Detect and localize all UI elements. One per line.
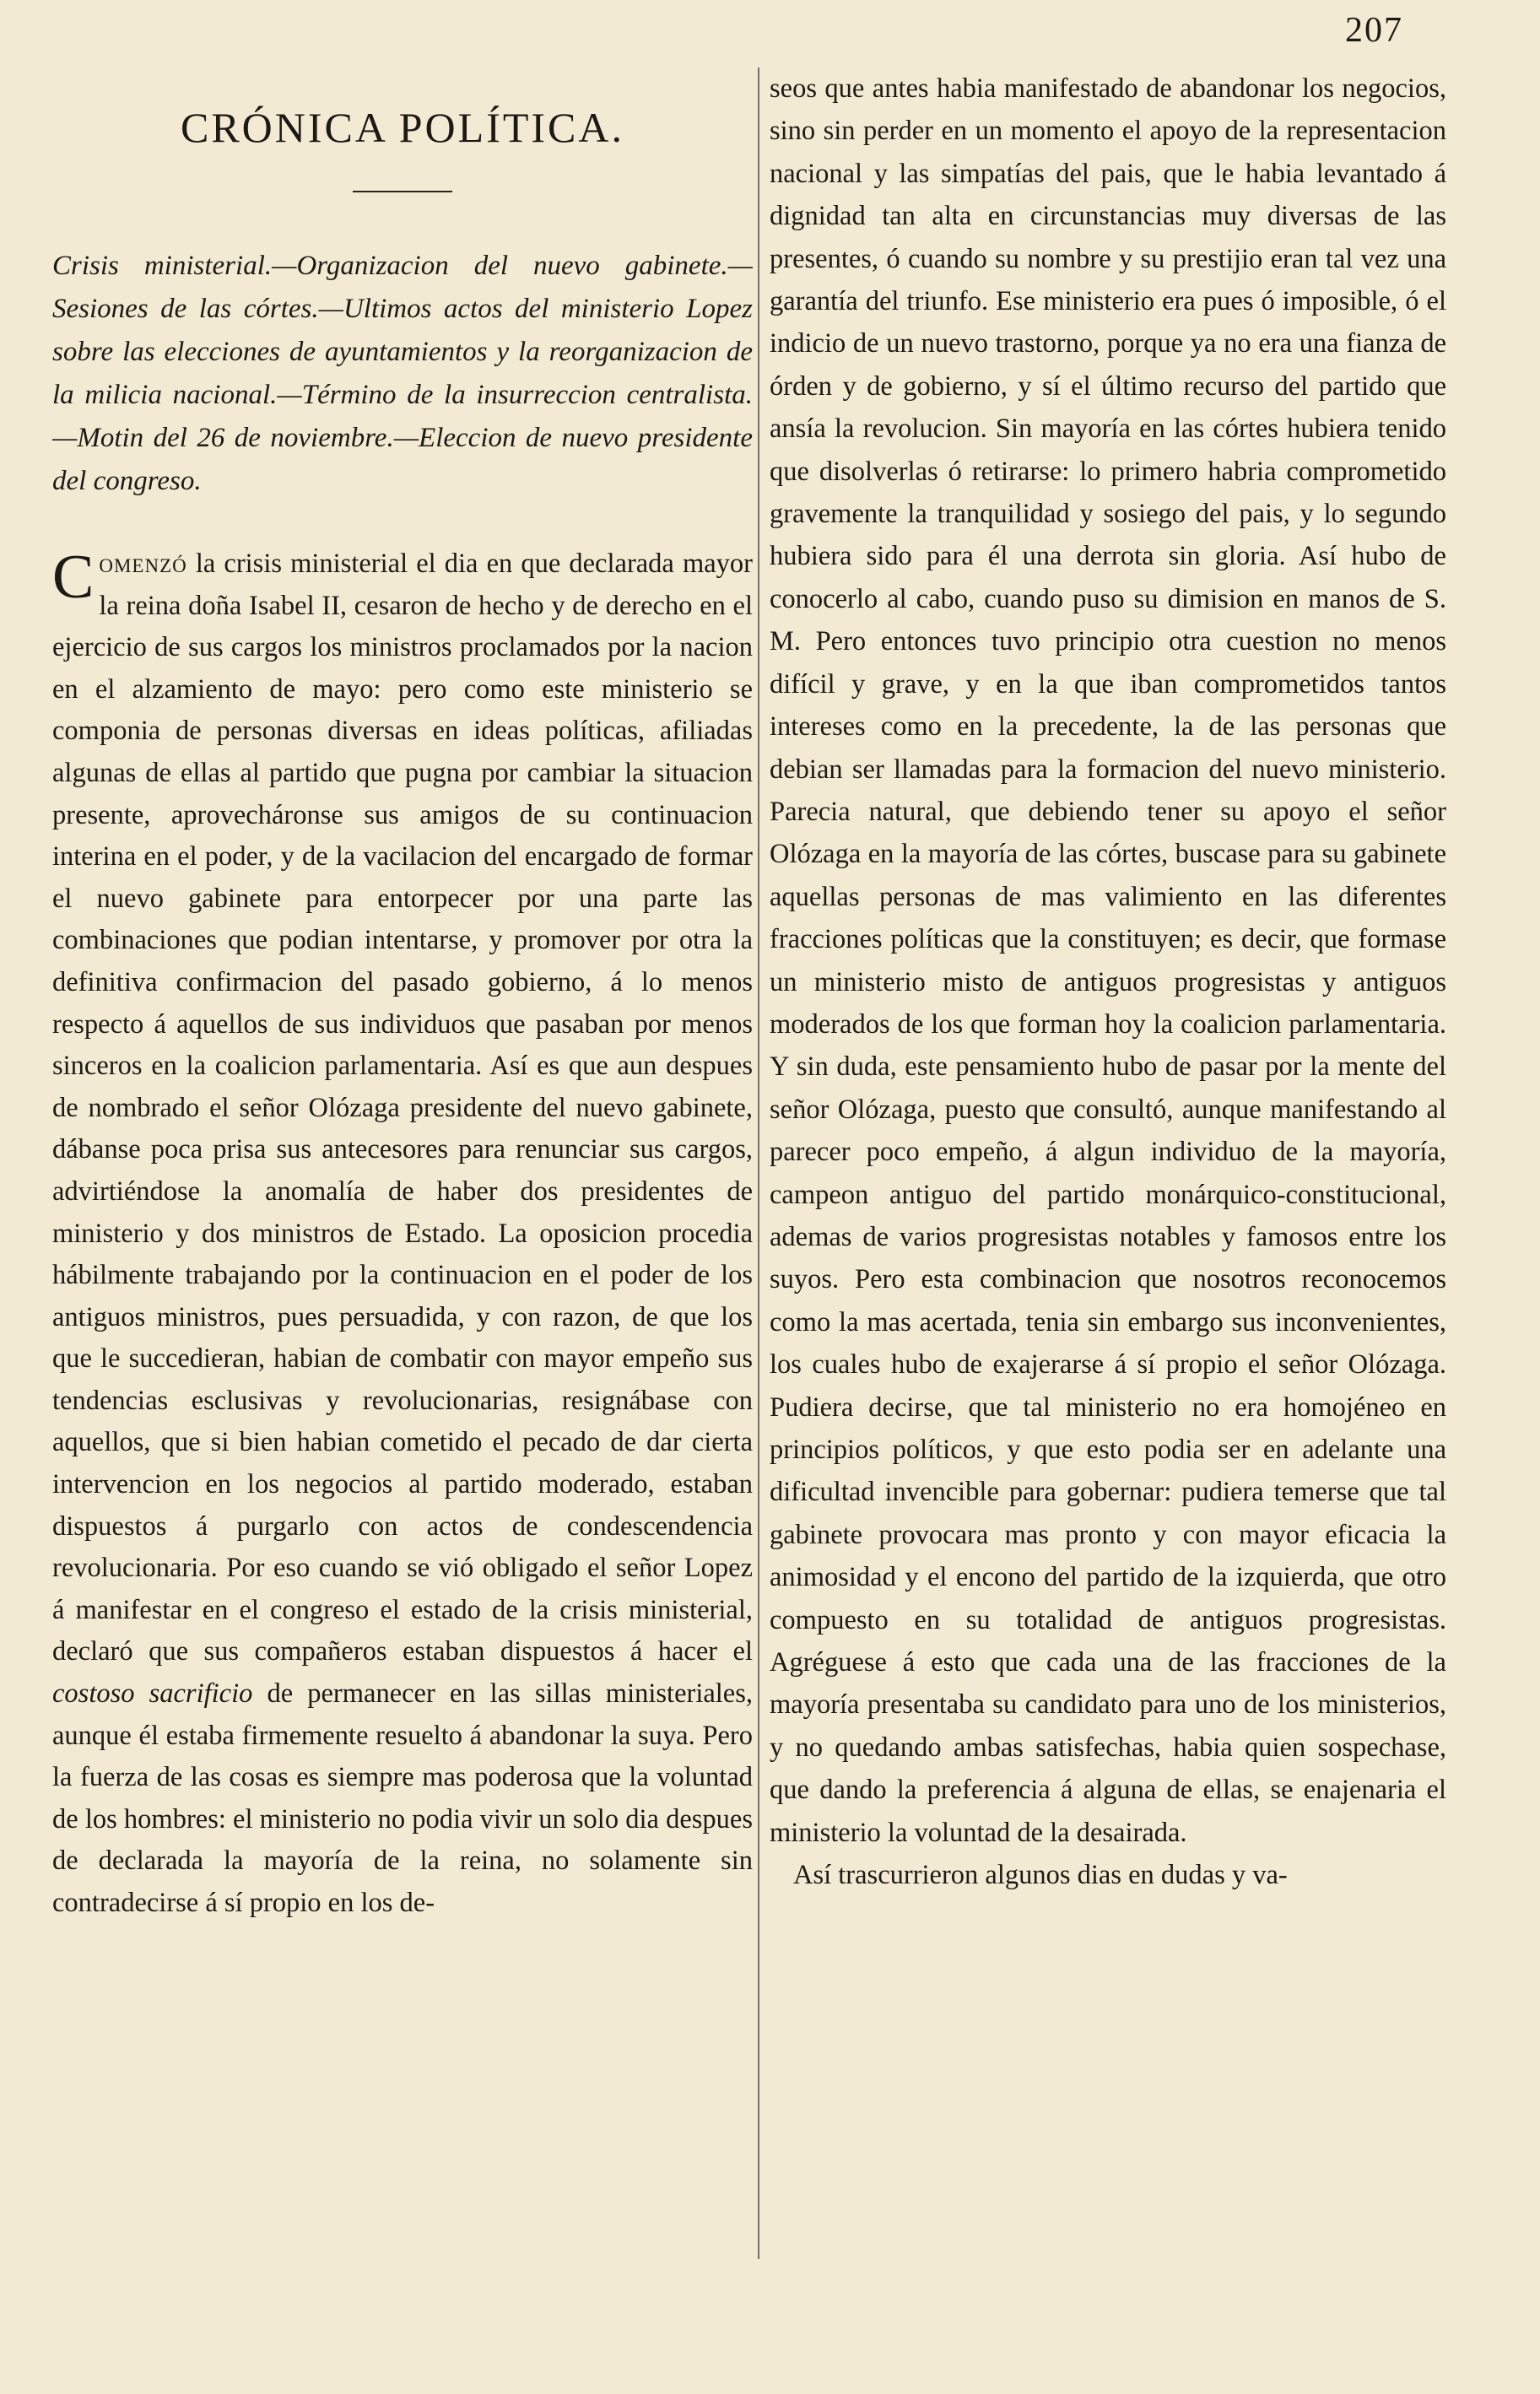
right-paragraph-1: seos que antes habia manifestado de abandonar los negocios, sino sin perder en un momento el apoyo de la representacion nacional y las simpatías del pais, que le habia levantado á dignidad tan alta en circunstancias muy diversas de las presentes, ó cuando su nombre y su prestijio eran tal vez una garantía del triunfo. Ese ministerio era pues ó imposible, ó el indicio de un nuevo trastorno, porque ya no era una fianza de órden y de gobierno, y sí el último recurso del partido que ansía la revolucion. Sin mayoría en las córtes hubiera tenido que disolverlas ó retirarse: lo primero habria comprometido gravemente la tranquilidad y sosiego del pais, y lo segundo hubiera sido para él una derrota sin gloria. Así hubo de conocerlo al cabo, cuando puso su dimision en manos de S. M. Pero entonces tuvo principio otra cuestion no menos difícil y grave, y en la que iban comprometidos tantos intereses como en la precedente, la de las personas que debian ser llamadas para la formacion del nuevo ministerio. Parecia natural, que debiendo tener su apoyo el señor Olózaga en la mayoría de las córtes, buscase para su gabinete aquellas personas de mas valimiento en las diferentes fracciones políticas que la constituyen; es decir, que formase un ministerio misto de antiguos progresistas y antiguos moderados de los que forman hoy la coalicion parlamentaria. Y sin duda, este pensamiento hubo de pasar por la mente del señor Olózaga, puesto que consultó, aunque manifestando al parecer poco empeño, á algun individuo de la mayoría, campeon antiguo del partido monárquico-constitucional, ademas de varios progresistas notables y famosos entre los suyos. Pero esta combinacion que nosotros reconocemos como la mas acertada, tenia sin embargo sus inconvenientes, los cuales hubo de exajerarse á sí propio el señor Olózaga. Pudiera decirse, que tal ministerio no era homojéneo en principios políticos, y que esto podia ser en adelante una dificultad invencible para gobernar: pudiera temerse que tal gabinete provocara mas pronto y con mayor eficacia la animosidad y el encono del partido de la izquierda, que otro compuesto en su totalidad de antiguos progresistas. Agréguese á esto que cada una de las fracciones de la mayoría presentaba su candidato para uno de los ministerios, y no quedando ambas satisfechas, habia quien sospechase, que dando la preferencia á alguna de ellas, se enajenaria el ministerio la voluntad de la desairada.: [770, 73, 1446, 1848]
italic-phrase: costoso sacrificio: [52, 1678, 253, 1710]
section-summary: Crisis ministerial.—Organizacion del nuevo gabinete.—Sesiones de las córtes.—Ultimos actos del ministerio Lopez sobre las elecciones de ayuntamientos y la reorganizacion de la milicia nacional.—Término de la insurreccion centralista.—Motin del 26 de noviembre.—Eleccion de nuevo presidente del congreso.: [52, 251, 753, 496]
column-divider: [758, 68, 759, 2259]
page-number: 207: [1345, 11, 1403, 50]
left-text-part2: de permanecer en las sillas ministeriales, aunque él estaba firmemente resuelto á abandonar la suya. Pero la fuerza de las cosas es siempre mas poderosa que la voluntad de los hombres: el ministerio no podia vivir un solo dia despues de declarada la mayoría de la reina, no solamente sin contradecirse á sí propio en los de-: [52, 1678, 753, 1918]
right-column: [770, 68, 1446, 2234]
left-column-text: [52, 543, 753, 1925]
right-paragraph-2: Así trascurrieron algunos dias en dudas y va-: [793, 1860, 1288, 1891]
left-text-part1: la crisis ministerial el dia en que declarada mayor la reina doña Isabel II, cesaron de hecho y de derecho en el ejercicio de sus cargos los ministros proclamados por la nacion en el alzamiento de mayo: pero como este ministerio se componia de personas diversas en ideas políticas, afiliadas algunas de ellas al partido que pugna por cambiar la situacion presente, aprovecháronse sus amigos de su continuacion interina en el poder, y de la vacilacion del encargado de formar el nuevo gabinete para entorpecer por una parte las combinaciones que podian intentarse, y promover por otra la definitiva confirmacion del pasado gobierno, á lo menos respecto á aquellos de sus individuos que pasaban por menos sinceros en la coalicion parlamentaria. Así es que aun despues de nombrado el señor Olózaga presidente del nuevo gabinete, dábanse poca prisa sus antecesores para renunciar sus cargos, advirtiéndose la anomalía de haber dos presidentes de ministerio y dos ministros de Estado. La oposicion procedia hábilmente trabajando por la continuacion en el poder de los antiguos ministros, pues persuadida, y con razon, de que los que le succedieran, habian de combatir con mayor empeño sus tendencias esclusivas y revolucionarias, resignábase con aquellos, que si bien habian cometido el pecado de dar cierta intervencion en los negocios al partido moderado, estaban dispuestos á purgarlo con actos de condescendencia revolucionaria. Por eso cuando se vió obligado el señor Lopez á manifestar en el congreso el estado de la crisis ministerial, declaró que sus compañeros estaban dispuestos á hacer el: [52, 549, 753, 1667]
left-column: [52, 68, 753, 2234]
drop-cap: C: [52, 543, 95, 612]
opening-word: omenzó: [99, 549, 187, 579]
section-title: CRÓNICA POLÍTICA.: [180, 104, 625, 151]
title-rule: [353, 191, 452, 192]
